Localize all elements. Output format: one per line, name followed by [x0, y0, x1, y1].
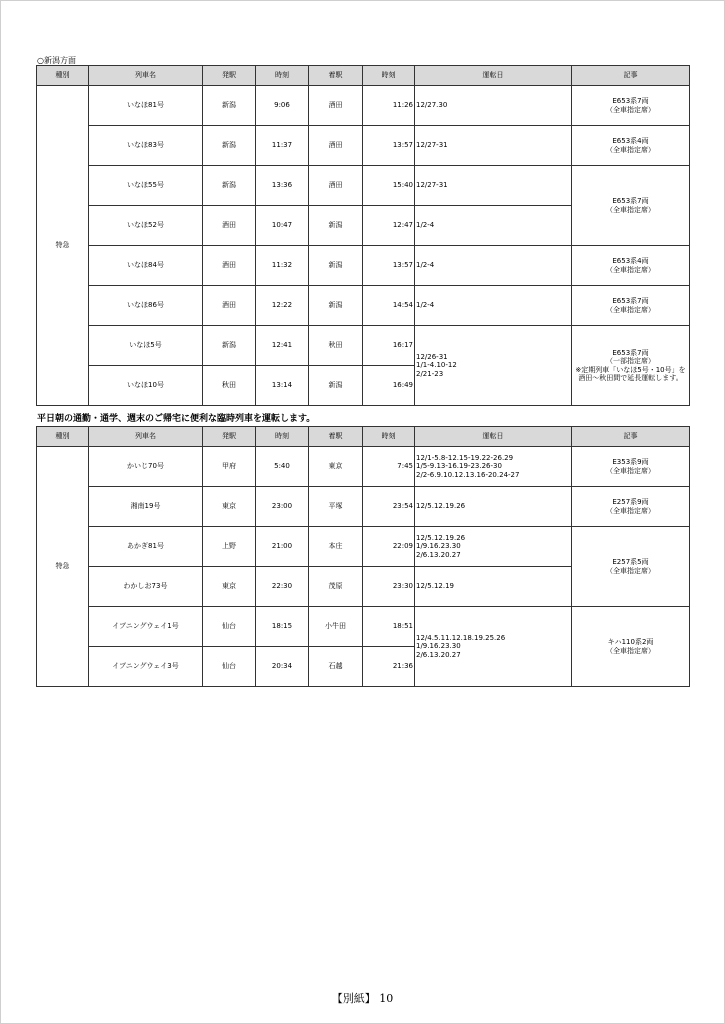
header-type: 種別 — [37, 66, 89, 86]
train-type-cell: 特急 — [37, 447, 89, 687]
note: キハ110系2両 （全車指定席） — [572, 607, 690, 687]
table-row — [37, 86, 690, 126]
header-departure-time: 時刻 — [256, 427, 309, 447]
note: E653系7両 （一部指定席） ※定期列車「いなほ5号・10号」を 酒田～秋田間で延長運転します。 — [572, 326, 690, 406]
arrival-time: 16:17 — [363, 326, 415, 366]
note: E653系7両 （全車指定席） — [572, 166, 690, 246]
departure-station: 新潟 — [203, 86, 256, 126]
operating-days: 12/27-31 — [415, 126, 572, 166]
header-notes: 記事 — [572, 66, 690, 86]
departure-time: 11:37 — [256, 126, 309, 166]
departure-time: 11:32 — [256, 246, 309, 286]
arrival-time: 16:49 — [363, 366, 415, 406]
table-row — [37, 326, 690, 366]
arrival-station: 石越 — [309, 647, 363, 687]
arrival-time: 13:57 — [363, 126, 415, 166]
departure-time: 12:41 — [256, 326, 309, 366]
table-row — [37, 447, 690, 487]
operating-days: 1/2-4 — [415, 246, 572, 286]
table-row — [37, 286, 690, 326]
note: E653系7両 （全車指定席） — [572, 286, 690, 326]
departure-time: 10:47 — [256, 206, 309, 246]
departure-time: 23:00 — [256, 487, 309, 527]
train-name: イブニングウェイ3号 — [89, 647, 203, 687]
table-header-row — [37, 66, 690, 86]
section-title-extra-trains: 平日朝の通勤・通学、週末のご帰宅に便利な臨時列車を運転します。 — [37, 414, 316, 424]
departure-time: 22:30 — [256, 567, 309, 607]
table-row — [37, 166, 690, 206]
arrival-time: 15:40 — [363, 166, 415, 206]
header-train-name: 列車名 — [89, 66, 203, 86]
departure-time: 21:00 — [256, 527, 309, 567]
arrival-time: 23:30 — [363, 567, 415, 607]
arrival-time: 23:54 — [363, 487, 415, 527]
arrival-station: 東京 — [309, 447, 363, 487]
departure-station: 新潟 — [203, 326, 256, 366]
header-arrival-station: 着駅 — [309, 427, 363, 447]
table-header-row — [37, 427, 690, 447]
arrival-station: 酒田 — [309, 166, 363, 206]
train-name: いなほ5号 — [89, 326, 203, 366]
departure-station: 甲府 — [203, 447, 256, 487]
arrival-time: 11:26 — [363, 86, 415, 126]
header-type: 種別 — [37, 427, 89, 447]
arrival-station: 新潟 — [309, 366, 363, 406]
train-name: かいじ70号 — [89, 447, 203, 487]
header-departure-time: 時刻 — [256, 66, 309, 86]
departure-time: 9:06 — [256, 86, 309, 126]
departure-station: 上野 — [203, 527, 256, 567]
arrival-station: 小牛田 — [309, 607, 363, 647]
departure-station: 東京 — [203, 487, 256, 527]
header-arrival-time: 時刻 — [363, 427, 415, 447]
departure-station: 酒田 — [203, 286, 256, 326]
arrival-time: 14:54 — [363, 286, 415, 326]
train-name: いなほ52号 — [89, 206, 203, 246]
departure-time: 5:40 — [256, 447, 309, 487]
header-departure-station: 発駅 — [203, 427, 256, 447]
table-row — [37, 487, 690, 527]
arrival-time: 21:36 — [363, 647, 415, 687]
arrival-time: 7:45 — [363, 447, 415, 487]
departure-time: 20:34 — [256, 647, 309, 687]
operating-days: 12/26-31 1/1-4.10-12 2/21-23 — [415, 326, 572, 406]
timetable-extra-trains — [36, 426, 690, 687]
departure-station: 仙台 — [203, 607, 256, 647]
page-footer: 【別紙】 10 — [331, 992, 394, 1005]
departure-station: 酒田 — [203, 246, 256, 286]
header-departure-station: 発駅 — [203, 66, 256, 86]
train-name: イブニングウェイ1号 — [89, 607, 203, 647]
note: E257系9両 （全車指定席） — [572, 487, 690, 527]
arrival-station: 平塚 — [309, 487, 363, 527]
table-row — [37, 126, 690, 166]
train-name: 湘南19号 — [89, 487, 203, 527]
train-name: いなほ86号 — [89, 286, 203, 326]
departure-station: 酒田 — [203, 206, 256, 246]
departure-station: 東京 — [203, 567, 256, 607]
operating-days: 12/27.30 — [415, 86, 572, 126]
train-name: あかぎ81号 — [89, 527, 203, 567]
arrival-station: 新潟 — [309, 286, 363, 326]
note: E257系5両 （全車指定席） — [572, 527, 690, 607]
departure-station: 新潟 — [203, 166, 256, 206]
arrival-time: 12:47 — [363, 206, 415, 246]
train-name: いなほ55号 — [89, 166, 203, 206]
note: E653系4両 （全車指定席） — [572, 246, 690, 286]
departure-time: 12:22 — [256, 286, 309, 326]
operating-days: 12/5.12.19.26 — [415, 487, 572, 527]
header-train-name: 列車名 — [89, 427, 203, 447]
departure-station: 仙台 — [203, 647, 256, 687]
arrival-station: 酒田 — [309, 86, 363, 126]
arrival-station: 新潟 — [309, 246, 363, 286]
arrival-station: 新潟 — [309, 206, 363, 246]
train-name: いなほ10号 — [89, 366, 203, 406]
departure-station: 秋田 — [203, 366, 256, 406]
departure-time: 18:15 — [256, 607, 309, 647]
departure-time: 13:14 — [256, 366, 309, 406]
header-arrival-station: 着駅 — [309, 66, 363, 86]
timetable-niigata — [36, 65, 690, 406]
operating-days: 12/5.12.19 — [415, 567, 572, 607]
table-row — [37, 246, 690, 286]
train-name: わかしお73号 — [89, 567, 203, 607]
operating-days: 1/2-4 — [415, 206, 572, 246]
note: E653系4両 （全車指定席） — [572, 126, 690, 166]
header-arrival-time: 時刻 — [363, 66, 415, 86]
operating-days: 1/2-4 — [415, 286, 572, 326]
note: E653系7両 （全車指定席） — [572, 86, 690, 126]
table-row — [37, 527, 690, 567]
header-notes: 記事 — [572, 427, 690, 447]
operating-days: 12/27-31 — [415, 166, 572, 206]
arrival-station: 秋田 — [309, 326, 363, 366]
arrival-station: 酒田 — [309, 126, 363, 166]
arrival-time: 13:57 — [363, 246, 415, 286]
header-operating-days: 運転日 — [415, 427, 572, 447]
arrival-station: 本庄 — [309, 527, 363, 567]
arrival-time: 22:09 — [363, 527, 415, 567]
train-name: いなほ83号 — [89, 126, 203, 166]
operating-days: 12/5.12.19.26 1/9.16.23.30 2/6.13.20.27 — [415, 527, 572, 567]
operating-days: 12/1-5.8-12.15-19.22-26.29 1/5-9.13-16.19-23.26-30 2/2-6.9.10.12.13.16-20.24-27 — [415, 447, 572, 487]
note: E353系9両 （全車指定席） — [572, 447, 690, 487]
departure-time: 13:36 — [256, 166, 309, 206]
operating-days: 12/4.5.11.12.18.19.25.26 1/9.16.23.30 2/6.13.20.27 — [415, 607, 572, 687]
table-row — [37, 607, 690, 647]
arrival-station: 茂原 — [309, 567, 363, 607]
train-type-cell: 特急 — [37, 86, 89, 406]
section-title-niigata: ○新潟方面 — [37, 56, 76, 65]
train-name: いなほ81号 — [89, 86, 203, 126]
header-operating-days: 運転日 — [415, 66, 572, 86]
train-name: いなほ84号 — [89, 246, 203, 286]
arrival-time: 18:51 — [363, 607, 415, 647]
departure-station: 新潟 — [203, 126, 256, 166]
